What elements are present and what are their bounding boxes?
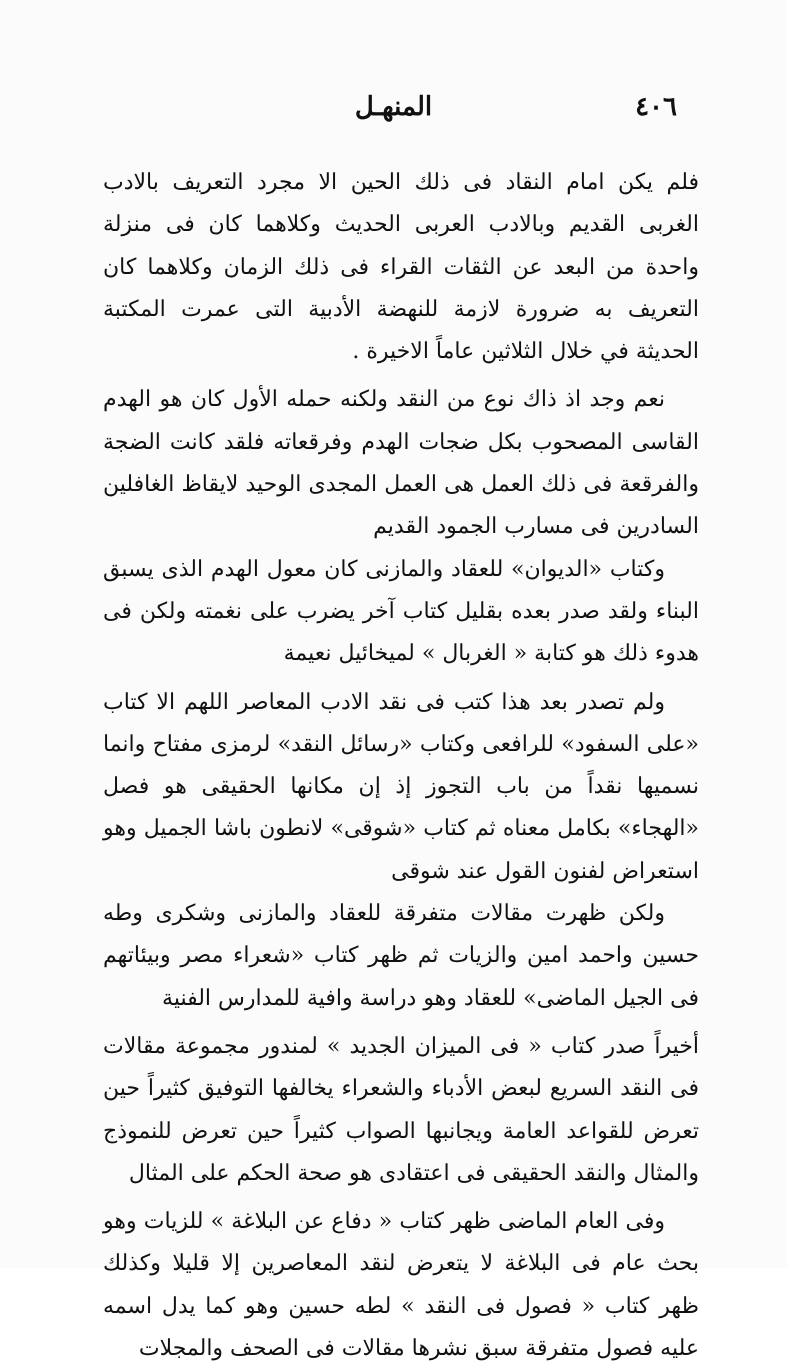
paragraph: أخيراً صدر كتاب « فى الميزان الجديد » لمندور مجموعة مقالات فى النقد السريع لبعض الأدباء والشعراء يخالفها التوفيق كثيراً حين تعرض للقواعد العامة ويجانبها الصواب كثيراً حين تعرض للنموذج والمثال والنقد الحقيقى فى اعتقادى هو صحة الحكم على المثال <box>103 1033 699 1186</box>
paragraph: ولكن ظهرت مقالات متفرقة للعقاد والمازنى وشكرى وطه حسين واحمد امين والزيات ثم ظهر كتاب «شعراء مصر وبيئاتهم فى الجيل الماضى» للعقاد وهو دراسة وافية للمدارس الفنية <box>103 901 699 1011</box>
paragraph: ولم تصدر بعد هذا كتب فى نقد الادب المعاصر اللهم الا كتاب «على السفود» للرافعى وكتاب «رسائل النقد» لرمزى مفتاح وانما نسميها نقداً من باب التجوز إذ إن مكانها الحقيقى هو فصل «الهجاء» بكامل معناه ثم كتاب «شوقى» لانطون باشا الجميل وهو استعراض لفنون القول عند شوقى <box>103 689 699 884</box>
body-text <box>103 162 699 1370</box>
paragraph: فلم يكن امام النقاد فى ذلك الحين الا مجرد التعريف بالادب الغربى القديم وبالادب العربى الحديث وكلاهما كان فى منزلة واحدة من البعد عن الثقات القراء فى ذلك الزمان وكلاهما كان التعريف به ضرورة لازمة للنهضة الأدبية التى عمرت المكتبة الحديثة في خلال الثلاثين عاماً الاخيرة . <box>103 170 699 365</box>
paragraph: وفى العام الماضى ظهر كتاب « دفاع عن البلاغة » للزيات وهو بحث عام فى البلاغة لا يتعرض لنقد المعاصرين إلا قليلا وكذلك ظهر كتاب « فصول فى النقد » لطه حسين وهو كما يدل اسمه عليه فصول متفرقة سبق نشرها مقالات فى الصحف والمجلات <box>103 1209 699 1362</box>
running-title: المنهـل <box>354 92 433 122</box>
page-header <box>110 92 677 132</box>
paragraph: نعم وجد اذ ذاك نوع من النقد ولكنه حمله الأول كان هو الهدم القاسى المصحوب بكل ضجات الهدم وفرقعاته فلقد كانت الضجة والفرقعة فى ذلك العمل هى العمل المجدى الوحيد لايقاظ الغافلين السادرين فى مسارب الجمود القديم <box>103 387 699 540</box>
paragraph: وكتاب «الديوان» للعقاد والمازنى كان معول الهدم الذى يسبق البناء ولقد صدر بعده بقليل كتاب آخر يضرب على نغمته ولكن فى هدوء ذلك هو كتابة « الغربال » لميخائيل نعيمة <box>103 556 699 667</box>
page-number: ٤٠٦ <box>635 92 677 122</box>
